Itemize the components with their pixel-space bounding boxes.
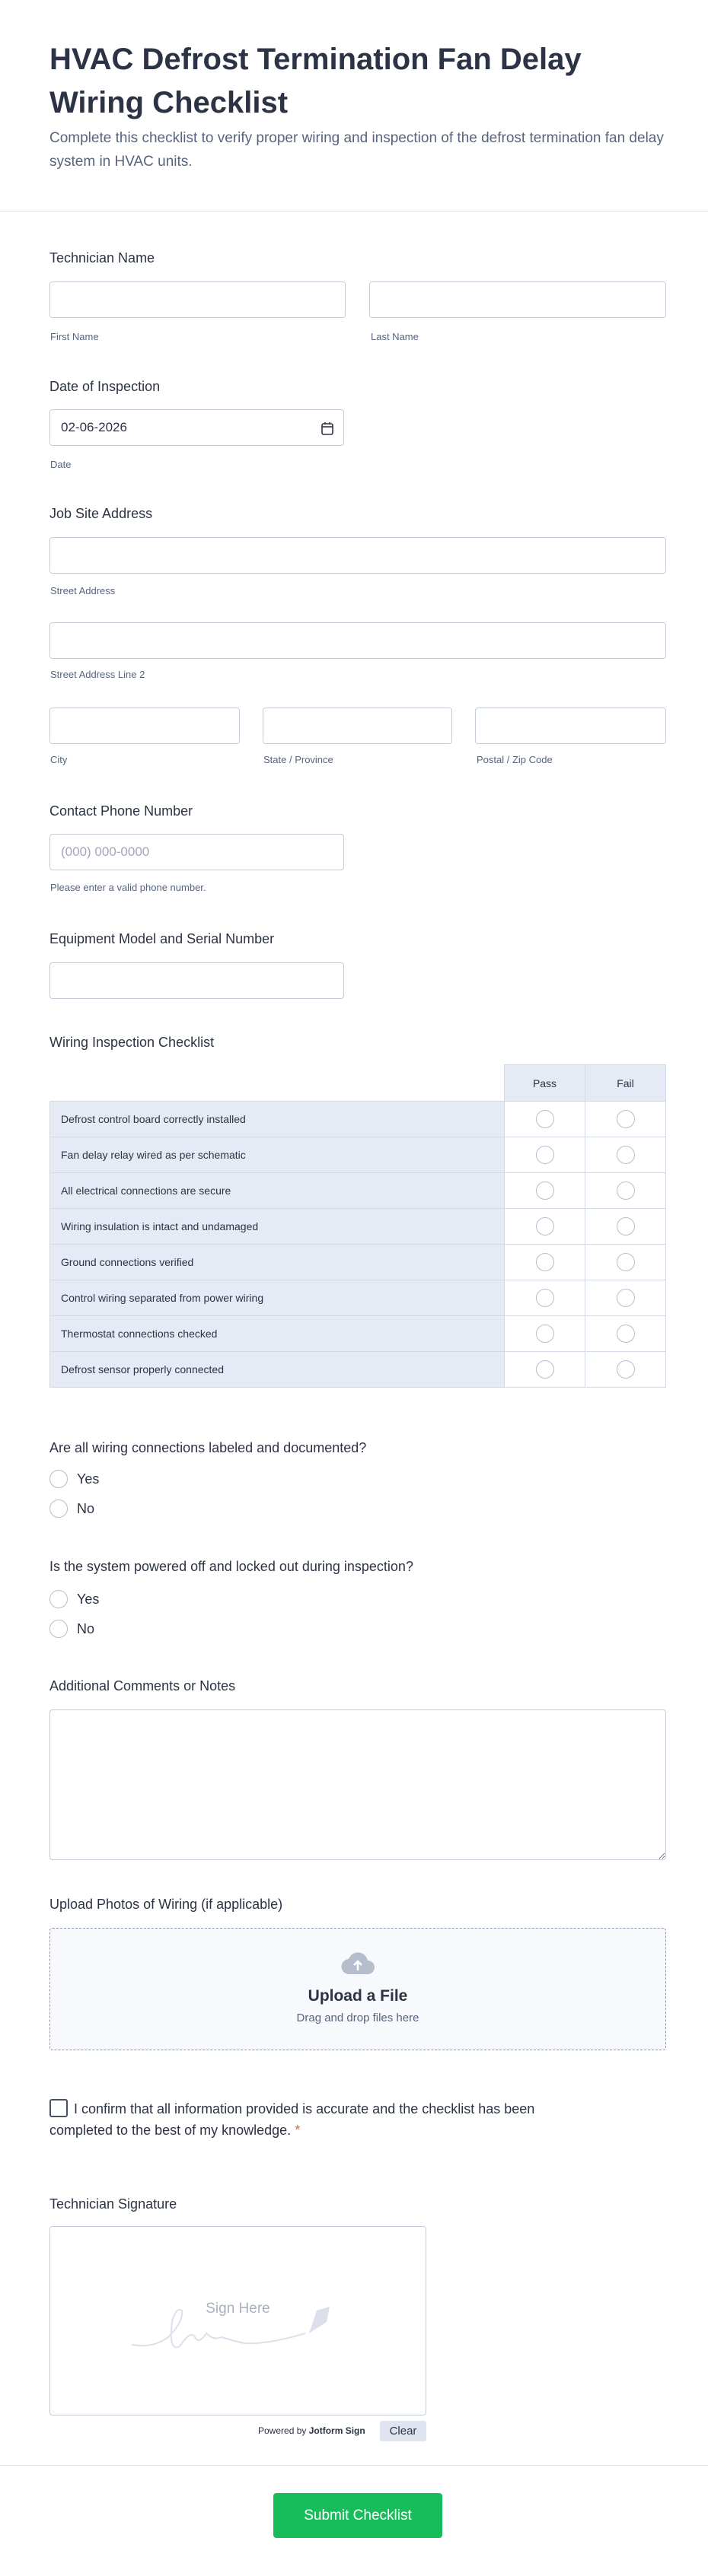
state-input[interactable] bbox=[263, 708, 452, 744]
zip-input[interactable] bbox=[475, 708, 666, 744]
comments-textarea[interactable] bbox=[49, 1709, 666, 1860]
fail-radio[interactable] bbox=[617, 1217, 635, 1236]
grid-row bbox=[50, 1352, 666, 1388]
fail-radio[interactable] bbox=[617, 1146, 635, 1164]
radio-icon[interactable] bbox=[49, 1499, 68, 1518]
fail-cell[interactable] bbox=[585, 1352, 666, 1388]
pass-radio[interactable] bbox=[536, 1217, 554, 1236]
date-input[interactable] bbox=[49, 409, 344, 446]
date-value: 02-06-2026 bbox=[61, 420, 127, 434]
q2-label: Is the system powered off and locked out during inspection? bbox=[49, 1559, 413, 1574]
required-asterisk: * bbox=[295, 2123, 301, 2138]
state-sublabel: State / Province bbox=[263, 754, 333, 765]
grid-row-label: Defrost sensor properly connected bbox=[50, 1352, 505, 1388]
grid-row-label: Defrost control board correctly installed bbox=[50, 1102, 505, 1137]
checklist-label: Wiring Inspection Checklist bbox=[49, 1035, 215, 1050]
grid-row bbox=[50, 1209, 666, 1245]
signature-label: Technician Signature bbox=[49, 2196, 177, 2212]
phone-label: Contact Phone Number bbox=[49, 803, 193, 819]
radio-icon[interactable] bbox=[49, 1590, 68, 1608]
last-name-sublabel: Last Name bbox=[371, 331, 419, 342]
pass-radio[interactable] bbox=[536, 1146, 554, 1164]
fail-radio[interactable] bbox=[617, 1289, 635, 1307]
street-address-2-sublabel: Street Address Line 2 bbox=[50, 669, 145, 680]
pass-radio[interactable] bbox=[536, 1289, 554, 1307]
fail-radio[interactable] bbox=[617, 1181, 635, 1200]
upload-label: Upload Photos of Wiring (if applicable) bbox=[49, 1897, 283, 1912]
date-sublabel: Date bbox=[50, 459, 72, 470]
column-pass: Pass bbox=[505, 1065, 585, 1102]
pass-cell[interactable] bbox=[505, 1137, 585, 1173]
street-address-sublabel: Street Address bbox=[50, 585, 116, 596]
grid-row bbox=[50, 1316, 666, 1352]
grid-row bbox=[50, 1137, 666, 1173]
first-name-sublabel: First Name bbox=[50, 331, 99, 342]
city-input[interactable] bbox=[49, 708, 240, 744]
file-upload-dropzone[interactable] bbox=[49, 1928, 666, 2050]
pass-radio[interactable] bbox=[536, 1325, 554, 1343]
street-address-2-input[interactable] bbox=[49, 622, 666, 659]
equipment-label: Equipment Model and Serial Number bbox=[49, 931, 275, 946]
grid-row-label: All electrical connections are secure bbox=[50, 1173, 505, 1209]
pass-cell[interactable] bbox=[505, 1280, 585, 1316]
pass-cell[interactable] bbox=[505, 1352, 585, 1388]
technician-name-label: Technician Name bbox=[49, 250, 155, 266]
fail-cell[interactable] bbox=[585, 1173, 666, 1209]
date-label: Date of Inspection bbox=[49, 379, 161, 394]
calendar-icon[interactable] bbox=[321, 421, 334, 436]
pass-cell[interactable] bbox=[505, 1245, 585, 1280]
radio-icon[interactable] bbox=[49, 1470, 68, 1488]
powered-by: Powered by Jotform Sign bbox=[258, 2425, 365, 2436]
confirm-checkbox[interactable] bbox=[49, 2099, 68, 2117]
pass-radio[interactable] bbox=[536, 1181, 554, 1200]
q1-label: Are all wiring connections labeled and documented? bbox=[49, 1440, 367, 1455]
grid-row bbox=[50, 1102, 666, 1137]
grid-row-label: Wiring insulation is intact and undamaged bbox=[50, 1209, 505, 1245]
q2-option-yes[interactable]: Yes bbox=[49, 1590, 99, 1608]
grid-row-label: Fan delay relay wired as per schematic bbox=[50, 1137, 505, 1173]
fail-radio[interactable] bbox=[617, 1110, 635, 1128]
pass-cell[interactable] bbox=[505, 1209, 585, 1245]
phone-hint: Please enter a valid phone number. bbox=[50, 882, 206, 893]
fail-cell[interactable] bbox=[585, 1209, 666, 1245]
signature-pad[interactable] bbox=[49, 2226, 426, 2415]
phone-placeholder: (000) 000-0000 bbox=[61, 844, 150, 859]
jotform-sign-brand: Jotform Sign bbox=[308, 2425, 365, 2436]
q2-option-no[interactable]: No bbox=[49, 1620, 94, 1638]
phone-input[interactable] bbox=[49, 834, 344, 870]
confirm-field bbox=[49, 2098, 598, 2141]
grid-row-label: Thermostat connections checked bbox=[50, 1316, 505, 1352]
street-address-input[interactable] bbox=[49, 537, 666, 574]
footer-divider bbox=[0, 2465, 708, 2466]
fail-radio[interactable] bbox=[617, 1360, 635, 1379]
grid-row-label: Control wiring separated from power wiring bbox=[50, 1280, 505, 1316]
grid-row bbox=[50, 1280, 666, 1316]
q1-option-yes[interactable]: Yes bbox=[49, 1470, 99, 1488]
fail-cell[interactable] bbox=[585, 1102, 666, 1137]
column-fail: Fail bbox=[585, 1065, 666, 1102]
fail-cell[interactable] bbox=[585, 1137, 666, 1173]
page-title: HVAC Defrost Termination Fan Delay Wiring Checklist bbox=[49, 43, 582, 119]
city-sublabel: City bbox=[50, 754, 68, 765]
address-label: Job Site Address bbox=[49, 506, 153, 521]
pass-cell[interactable] bbox=[505, 1316, 585, 1352]
pass-cell[interactable] bbox=[505, 1102, 585, 1137]
pass-radio[interactable] bbox=[536, 1110, 554, 1128]
last-name-input[interactable] bbox=[369, 281, 666, 318]
upload-title: Upload a File bbox=[308, 1987, 408, 2005]
inspection-grid bbox=[49, 1064, 666, 1388]
equipment-input[interactable] bbox=[49, 962, 344, 999]
cloud-upload-icon bbox=[340, 1950, 375, 1976]
fail-radio[interactable] bbox=[617, 1253, 635, 1271]
radio-icon[interactable] bbox=[49, 1620, 68, 1638]
zip-sublabel: Postal / Zip Code bbox=[477, 754, 553, 765]
fail-radio[interactable] bbox=[617, 1325, 635, 1343]
fail-cell[interactable] bbox=[585, 1245, 666, 1280]
fail-cell[interactable] bbox=[585, 1280, 666, 1316]
page-description: Complete this checklist to verify proper wiring and inspection of the defrost termination fan delay system in HVAC units. bbox=[49, 130, 664, 170]
grid-row bbox=[50, 1173, 666, 1209]
clear-signature-button[interactable]: Clear bbox=[380, 2421, 426, 2441]
comments-label: Additional Comments or Notes bbox=[49, 1678, 236, 1693]
pass-radio[interactable] bbox=[536, 1360, 554, 1379]
first-name-input[interactable] bbox=[49, 281, 346, 318]
grid-row bbox=[50, 1245, 666, 1280]
pass-cell[interactable] bbox=[505, 1173, 585, 1209]
pass-radio[interactable] bbox=[536, 1253, 554, 1271]
fail-cell[interactable] bbox=[585, 1316, 666, 1352]
submit-button[interactable]: Submit Checklist bbox=[273, 2493, 442, 2538]
confirm-text: I confirm that all information provided is accurate and the checklist has been completed to the best of my knowledge. bbox=[49, 2101, 535, 2138]
sign-here-placeholder: Sign Here bbox=[206, 2301, 270, 2317]
grid-row-label: Ground connections verified bbox=[50, 1245, 505, 1280]
upload-hint: Drag and drop files here bbox=[296, 2012, 419, 2024]
q1-option-no[interactable]: No bbox=[49, 1499, 94, 1518]
